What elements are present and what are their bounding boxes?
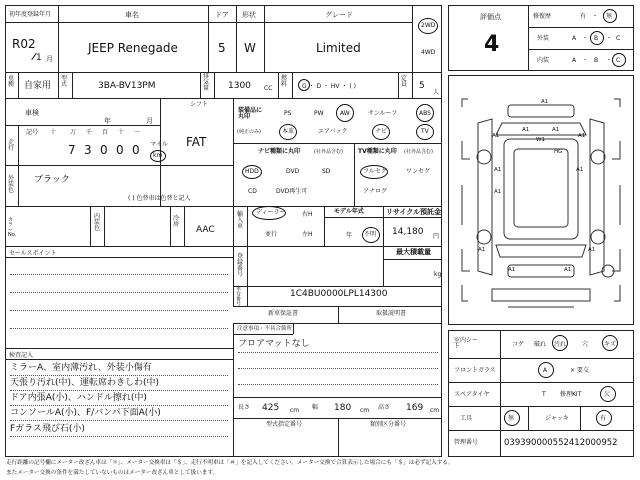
chassis-value: 1C4BU0000LPL14300 bbox=[290, 289, 388, 299]
load-unit: kg bbox=[434, 271, 442, 278]
doors-value: 5 bbox=[218, 41, 226, 55]
sales-point-label: セールスポイント bbox=[9, 250, 57, 257]
damage-mark: A1 bbox=[552, 127, 560, 133]
reg-number-label: 登録番号 bbox=[237, 253, 244, 278]
tv-item: フルセグ bbox=[363, 168, 387, 175]
inspect-label: 検査記入 bbox=[9, 352, 34, 359]
cap-value: 5 bbox=[419, 81, 425, 91]
equip-item: PW bbox=[314, 110, 324, 117]
spare-opt: T bbox=[542, 391, 546, 398]
damage-mark: HG bbox=[554, 149, 563, 155]
nav-item: CD bbox=[248, 188, 257, 195]
ext-option: C bbox=[616, 35, 621, 42]
nav-item: HDD bbox=[245, 168, 259, 175]
tools-value: 無 bbox=[508, 415, 515, 422]
int-sheet-label: 室内シート bbox=[454, 337, 479, 350]
inspection-year: 年 bbox=[104, 117, 111, 125]
model-year-unit: 年 bbox=[346, 232, 353, 239]
seat-opt: 破れ bbox=[534, 341, 547, 348]
interior-color-label: 内装色 bbox=[94, 213, 101, 232]
equip-item: ABS bbox=[419, 110, 431, 117]
model-year-label: モデル年式 bbox=[334, 208, 364, 215]
cap-label: 定員 bbox=[401, 75, 408, 88]
width-unit: cm bbox=[360, 407, 370, 414]
right-hand: 右H bbox=[302, 211, 313, 218]
management-number: 039390000552412000952 bbox=[504, 438, 618, 448]
damage-mark: W1 bbox=[536, 137, 545, 143]
nav-item: DVD再生可 bbox=[276, 188, 308, 195]
shape-label: 形状 bbox=[242, 11, 256, 19]
model-label: 型式 bbox=[61, 75, 68, 88]
damage-mark: A1 bbox=[564, 267, 572, 273]
digit-label: 千 bbox=[86, 129, 93, 136]
length-label: 長さ bbox=[238, 404, 251, 411]
digit-label: 記号 bbox=[26, 129, 39, 136]
digit-label: 百 bbox=[102, 129, 109, 136]
width-label: 幅 bbox=[312, 404, 319, 411]
fuel-label: 燃料 bbox=[281, 75, 288, 88]
equip-item: PS bbox=[284, 110, 292, 117]
unknown: 不明 bbox=[364, 231, 377, 238]
score-label: 評価点 bbox=[480, 13, 501, 21]
recycle-unit: 円 bbox=[433, 233, 440, 240]
disp-label: 排気量 bbox=[203, 73, 210, 92]
glass-replace: × 要交 bbox=[570, 367, 589, 374]
first-reg-label: 初年度登録年月 bbox=[9, 11, 52, 18]
repair-label: 修復歴 bbox=[533, 13, 552, 20]
int-option: B bbox=[594, 57, 599, 64]
damage-mark: A1 bbox=[541, 99, 549, 105]
dot: ・ bbox=[606, 57, 613, 64]
load-label: 最大積載量 bbox=[396, 248, 431, 256]
dealer: ディーラー bbox=[256, 209, 286, 216]
equip-label: 装備品に丸印 bbox=[238, 107, 263, 120]
repair-option: 有 bbox=[580, 13, 587, 20]
color-value: ブラック bbox=[34, 175, 70, 185]
inspect-line: Fガラス飛び石(小) bbox=[10, 424, 85, 434]
dot: ・ bbox=[582, 35, 589, 42]
classification-label: 類別区分番号 bbox=[370, 421, 407, 428]
equip-sub: (純正のみ) bbox=[237, 129, 261, 135]
nav-item: DVD bbox=[286, 168, 300, 175]
spare-label: スペアタイヤ bbox=[454, 391, 490, 398]
seat-opt: 穴 bbox=[582, 341, 589, 348]
digit: 0 bbox=[100, 143, 108, 157]
nav-item: SD bbox=[322, 168, 331, 175]
equip-item: エアバック bbox=[318, 128, 348, 135]
equip-item: 本革 bbox=[282, 128, 295, 135]
first-reg-month-unit: 月 bbox=[46, 55, 53, 63]
drive-2wd: 2WD bbox=[421, 22, 436, 29]
digit: 0 bbox=[132, 143, 140, 157]
equip-item: サンルーフ bbox=[368, 110, 398, 117]
parallel: 並行 bbox=[265, 231, 278, 238]
ext-option: B bbox=[594, 35, 599, 42]
damage-mark: A1 bbox=[494, 189, 502, 195]
footer-line-1: 走行距離の記号欄にメーター改ざん車は「＊」、メーター交換車は「＄」、走行不明車は「＃」を記入してください。メーター交換で合算表示した場合にも「＄」は必ず記入する。 bbox=[6, 460, 454, 466]
management-label: 管理番号 bbox=[454, 439, 479, 446]
exterior-label: 外装 bbox=[537, 35, 550, 42]
repair-option: 無 bbox=[606, 13, 613, 20]
new-car-warranty: 新車保証書 bbox=[268, 310, 299, 317]
inspection-label: 車検 bbox=[25, 109, 39, 117]
car-name-label: 車名 bbox=[125, 11, 139, 19]
damage-mark: A1 bbox=[522, 127, 530, 133]
ac-label: 冷房 bbox=[173, 215, 180, 228]
damage-mark: A1 bbox=[578, 133, 586, 139]
seat-opt: 汚れ bbox=[554, 341, 567, 348]
height-label: 高さ bbox=[378, 404, 391, 411]
damage-mark: A1 bbox=[494, 167, 502, 173]
damage-mark: A1 bbox=[588, 247, 596, 253]
type-designation-label: 型式指定番号 bbox=[266, 421, 303, 428]
ac-value: AAC bbox=[196, 225, 215, 235]
damage-mark: A1 bbox=[492, 133, 500, 139]
inspect-line: ミラーA、室内薄汚れ、外装小傷有 bbox=[10, 363, 152, 373]
recycle-label: リサイクル預託金 bbox=[386, 208, 442, 216]
equip-item: TV bbox=[421, 128, 429, 135]
length-unit: cm bbox=[290, 407, 300, 414]
length-value: 425 bbox=[262, 403, 280, 413]
first-reg-year: R02 bbox=[12, 37, 36, 51]
shape-value: W bbox=[244, 41, 256, 55]
damage-mark: A1 bbox=[478, 247, 486, 253]
spare-opt: 欠 bbox=[604, 391, 611, 398]
model-value: 3BA-BV13PM bbox=[98, 81, 156, 91]
recycle-value: 14,180 bbox=[392, 227, 424, 237]
int-option: C bbox=[616, 57, 621, 64]
mileage-digit-row bbox=[22, 128, 150, 158]
mile-unit: マイル bbox=[150, 141, 168, 148]
shift-label: シフト bbox=[190, 101, 209, 108]
score-value: 4 bbox=[484, 32, 500, 57]
spare-opt: 修理KIT bbox=[560, 391, 582, 398]
grade-label: グレード bbox=[325, 11, 353, 19]
car-name: JEEP Renegade bbox=[88, 41, 178, 55]
digit-label: 万 bbox=[70, 129, 77, 136]
km-unit: km bbox=[153, 152, 163, 159]
drive-4wd: 4WD bbox=[421, 49, 436, 56]
shift-value: FAT bbox=[186, 135, 207, 149]
front-glass-label: フロントガラス bbox=[454, 367, 496, 374]
height-value: 169 bbox=[406, 403, 424, 413]
tv-type-label: TV種類に丸印 bbox=[358, 148, 397, 155]
notes-text: フロアマットなし bbox=[238, 339, 310, 349]
damage-mark: A1 bbox=[508, 267, 516, 273]
inspect-line: ドア内張A(小)、ハンドル擦れ(中) bbox=[10, 393, 147, 403]
inspect-line: 天張り汚れ(中)、運転席わきしわ(中) bbox=[10, 378, 160, 388]
glass-a: A bbox=[543, 367, 548, 374]
import-label: 輸入車 bbox=[237, 211, 244, 230]
height-unit: cm bbox=[430, 407, 440, 414]
tools-label: 工具 bbox=[460, 415, 473, 422]
inspection-month: 月 bbox=[146, 117, 153, 125]
disp-unit: CC bbox=[264, 85, 273, 92]
damage-mark: A1 bbox=[576, 167, 584, 173]
int-option: A bbox=[572, 57, 577, 64]
chassis-label: 車台番号 bbox=[236, 286, 242, 307]
car-damage-diagram bbox=[448, 75, 634, 325]
use-value: 自家用 bbox=[24, 81, 52, 91]
doors-label: ドア bbox=[215, 11, 229, 19]
color-no-label: カラーNo. bbox=[8, 217, 17, 238]
left-hand: 左H bbox=[302, 231, 313, 238]
inspect-line: コンソールA(小)、F/バンパ下面A(小) bbox=[10, 408, 161, 418]
digit: 7 bbox=[68, 143, 76, 157]
tv-type-sub: (社外品含む) bbox=[404, 149, 433, 155]
tv-item: アナログ bbox=[363, 188, 388, 195]
equip-item: ナビ bbox=[375, 128, 388, 135]
equip-item: AW bbox=[340, 110, 350, 117]
disp-value: 1300 bbox=[228, 81, 251, 91]
nav-type-sub: (社外品含む) bbox=[314, 149, 343, 155]
digit-label: 一 bbox=[134, 129, 141, 136]
owners-manual: 取扱説明書 bbox=[376, 310, 407, 317]
footer-line-2: またメーター交換の条件を満たしていないものはメーター改ざん車として扱います。 bbox=[6, 470, 219, 476]
first-reg-month: 1 bbox=[36, 53, 42, 63]
dot: ・ bbox=[592, 13, 599, 20]
seat-opt: キズ bbox=[604, 341, 616, 348]
dot: ・ bbox=[606, 35, 613, 42]
width-value: 180 bbox=[334, 403, 352, 413]
digit: 0 bbox=[116, 143, 124, 157]
jack-label: ジャッキ bbox=[545, 415, 569, 422]
digit: 3 bbox=[84, 143, 92, 157]
color-note: ( ) 色替車は色替と記入 bbox=[128, 195, 191, 202]
cap-unit: 人 bbox=[433, 89, 440, 96]
digit-label: 十 bbox=[50, 129, 57, 136]
interior-label: 内装 bbox=[537, 57, 550, 64]
fuel-g-circle bbox=[298, 79, 310, 91]
color-label: 外装色 bbox=[8, 175, 15, 194]
use-label: 車種 bbox=[8, 75, 15, 88]
fuel-options: G ・ D ・ HV ・ ( ) bbox=[302, 83, 356, 90]
ext-option: A bbox=[572, 35, 577, 42]
notes-label: 注意事項・不具合箇所 bbox=[237, 326, 293, 332]
run-label: 走行 bbox=[8, 139, 15, 152]
nav-type-label: ナビ種類に丸印 bbox=[258, 148, 301, 155]
grade-value: Limited bbox=[316, 41, 361, 55]
tv-item: ワンセグ bbox=[406, 168, 431, 175]
jack-value: 有 bbox=[600, 415, 607, 422]
dot: ・ bbox=[582, 57, 589, 64]
digit-label: 十 bbox=[118, 129, 125, 136]
seat-opt: コゲ bbox=[512, 341, 525, 348]
